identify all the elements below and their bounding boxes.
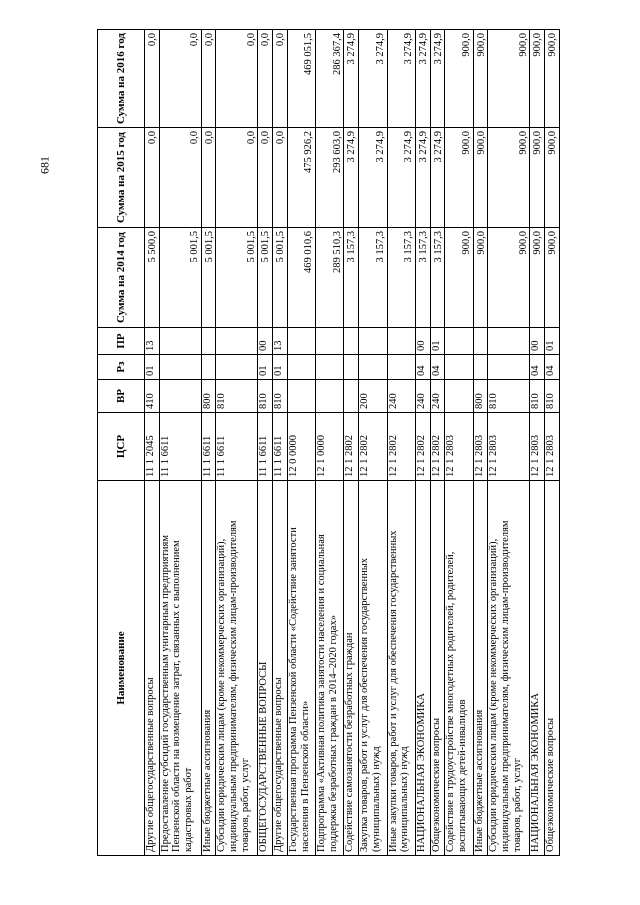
- cell-sum-2015: 3 274,9: [415, 128, 430, 228]
- cell-pr: [488, 328, 530, 355]
- table-row: [201, 30, 216, 856]
- header-sum-2016: Сумма на 2016 год: [98, 30, 145, 128]
- page-number-text: 681: [37, 156, 52, 174]
- cell-name: Общеэкономические вопросы: [430, 481, 445, 856]
- cell-csr: 11 1 2045: [145, 413, 160, 481]
- table-row: [344, 30, 359, 856]
- cell-rz: [488, 355, 530, 380]
- cell-sum-2014: 3 157,3: [359, 228, 387, 328]
- cell-pr: [287, 328, 315, 355]
- cell-sum-2014: 900,0: [445, 228, 473, 328]
- cell-sum-2015: 0,0: [273, 128, 288, 228]
- cell-rz: [359, 355, 387, 380]
- cell-sum-2014: 900,0: [545, 228, 560, 328]
- cell-sum-2016: 900,0: [488, 30, 530, 128]
- cell-vr: [445, 380, 473, 413]
- cell-vr: 800: [473, 380, 488, 413]
- cell-sum-2016: 900,0: [445, 30, 473, 128]
- cell-sum-2015: 900,0: [545, 128, 560, 228]
- cell-sum-2016: 0,0: [273, 30, 288, 128]
- cell-csr: 12 1 2802: [344, 413, 359, 481]
- header-pr: ПР: [98, 328, 145, 355]
- cell-vr: 810: [545, 380, 560, 413]
- cell-rz: [216, 355, 258, 380]
- cell-pr: 13: [273, 328, 288, 355]
- cell-name: Иные закупки товаров, работ и услуг для обеспечения государственных (муниципальных) нужд: [387, 481, 415, 856]
- cell-rz: [159, 355, 201, 380]
- cell-sum-2014: 469 010,6: [287, 228, 315, 328]
- cell-csr: 12 1 2803: [473, 413, 488, 481]
- cell-sum-2016: 469 051,5: [287, 30, 315, 128]
- cell-rz: 01: [145, 355, 160, 380]
- cell-sum-2014: 5 001,5: [258, 228, 273, 328]
- cell-csr: 12 0 0000: [287, 413, 315, 481]
- cell-vr: [159, 380, 201, 413]
- cell-vr: 410: [145, 380, 160, 413]
- cell-rz: [316, 355, 344, 380]
- cell-rz: [473, 355, 488, 380]
- table-row: [216, 30, 258, 856]
- budget-table: [97, 29, 560, 856]
- table-row: [387, 30, 415, 856]
- header-vr: ВР: [98, 380, 145, 413]
- cell-sum-2015: 3 274,9: [387, 128, 415, 228]
- cell-name: Иные бюджетные ассигнования: [201, 481, 216, 856]
- cell-sum-2015: 3 274,9: [344, 128, 359, 228]
- cell-sum-2014: 900,0: [488, 228, 530, 328]
- cell-sum-2014: 3 157,3: [430, 228, 445, 328]
- cell-vr: 810: [216, 380, 258, 413]
- cell-sum-2014: 5 001,5: [273, 228, 288, 328]
- cell-pr: [159, 328, 201, 355]
- cell-pr: [216, 328, 258, 355]
- cell-name: Закупка товаров, работ и услуг для обеспечения государственных (муниципальных) нужд: [359, 481, 387, 856]
- cell-name: Содействие самозанятости безработных граждан: [344, 481, 359, 856]
- cell-sum-2014: 5 001,5: [159, 228, 201, 328]
- cell-sum-2015: 3 274,9: [359, 128, 387, 228]
- cell-vr: [344, 380, 359, 413]
- cell-csr: 11 1 6611: [159, 413, 201, 481]
- cell-name: Иные бюджетные ассигнования: [473, 481, 488, 856]
- cell-vr: [316, 380, 344, 413]
- table-row: [273, 30, 288, 856]
- cell-pr: [201, 328, 216, 355]
- cell-name: Другие общегосударственные вопросы: [273, 481, 288, 856]
- cell-rz: [445, 355, 473, 380]
- budget-table-rotated: [97, 30, 560, 856]
- cell-rz: 04: [415, 355, 430, 380]
- cell-csr: 12 1 2802: [387, 413, 415, 481]
- table-row: [488, 30, 530, 856]
- cell-csr: 12 1 2802: [430, 413, 445, 481]
- cell-pr: [445, 328, 473, 355]
- table-row: [316, 30, 344, 856]
- cell-sum-2014: 3 157,3: [387, 228, 415, 328]
- cell-sum-2015: 3 274,9: [430, 128, 445, 228]
- cell-pr: 00: [258, 328, 273, 355]
- cell-vr: 810: [273, 380, 288, 413]
- header-sum-2015: Сумма на 2015 год: [98, 128, 145, 228]
- cell-sum-2015: 900,0: [473, 128, 488, 228]
- cell-csr: 11 1 6611: [216, 413, 258, 481]
- table-row: [159, 30, 201, 856]
- cell-sum-2014: 289 510,3: [316, 228, 344, 328]
- cell-sum-2016: 0,0: [258, 30, 273, 128]
- cell-csr: 12 1 2803: [445, 413, 473, 481]
- cell-sum-2016: 3 274,9: [387, 30, 415, 128]
- cell-sum-2014: 5 001,5: [201, 228, 216, 328]
- cell-pr: 01: [430, 328, 445, 355]
- cell-vr: 810: [530, 380, 545, 413]
- cell-name: Субсидии юридическим лицам (кроме некоммерческих организаций), индивидуальным предпринимателям, физическим лицам-производителям товаров, работ, услуг: [216, 481, 258, 856]
- cell-vr: 240: [415, 380, 430, 413]
- cell-rz: [344, 355, 359, 380]
- header-csr: ЦСР: [98, 413, 145, 481]
- cell-rz: 01: [258, 355, 273, 380]
- cell-rz: 04: [545, 355, 560, 380]
- table-row: [415, 30, 430, 856]
- cell-pr: [316, 328, 344, 355]
- table-row: [430, 30, 445, 856]
- table-row: [258, 30, 273, 856]
- cell-vr: 240: [387, 380, 415, 413]
- cell-rz: 04: [430, 355, 445, 380]
- cell-sum-2016: 0,0: [201, 30, 216, 128]
- cell-csr: 12 1 0000: [316, 413, 344, 481]
- cell-sum-2016: 3 274,9: [415, 30, 430, 128]
- cell-vr: 200: [359, 380, 387, 413]
- cell-sum-2016: 3 274,9: [344, 30, 359, 128]
- cell-pr: [359, 328, 387, 355]
- cell-sum-2016: 286 367,4: [316, 30, 344, 128]
- budget-table-container: [97, 30, 560, 856]
- cell-csr: 11 1 6611: [258, 413, 273, 481]
- cell-sum-2014: 900,0: [530, 228, 545, 328]
- cell-name: ОБЩЕГОСУДАРСТВЕННЫЕ ВОПРОСЫ: [258, 481, 273, 856]
- cell-vr: 810: [258, 380, 273, 413]
- cell-sum-2016: 3 274,9: [430, 30, 445, 128]
- table-row: [445, 30, 473, 856]
- cell-csr: 12 1 2803: [488, 413, 530, 481]
- cell-pr: [473, 328, 488, 355]
- cell-pr: [387, 328, 415, 355]
- cell-csr: 12 1 2803: [530, 413, 545, 481]
- table-header-row: [98, 30, 145, 856]
- cell-rz: 04: [530, 355, 545, 380]
- cell-sum-2015: 0,0: [145, 128, 160, 228]
- cell-csr: 11 1 6611: [273, 413, 288, 481]
- cell-sum-2015: 900,0: [445, 128, 473, 228]
- cell-pr: [344, 328, 359, 355]
- cell-name: Содействие в трудоустройстве многодетных родителей, родителей, воспитывающих детей-инвалидов: [445, 481, 473, 856]
- cell-sum-2016: 900,0: [473, 30, 488, 128]
- table-body: [145, 30, 560, 856]
- cell-sum-2016: 0,0: [216, 30, 258, 128]
- cell-sum-2015: 475 926,2: [287, 128, 315, 228]
- cell-sum-2016: 0,0: [145, 30, 160, 128]
- cell-sum-2016: 900,0: [530, 30, 545, 128]
- cell-name: Государственная программа Пензенской области «Содействие занятости населения в Пензенской области»: [287, 481, 315, 856]
- table-row: [545, 30, 560, 856]
- table-row: [473, 30, 488, 856]
- cell-sum-2015: 900,0: [488, 128, 530, 228]
- cell-sum-2015: 0,0: [216, 128, 258, 228]
- cell-rz: [287, 355, 315, 380]
- cell-vr: 810: [488, 380, 530, 413]
- cell-sum-2014: 3 157,3: [344, 228, 359, 328]
- cell-name: Общеэкономические вопросы: [545, 481, 560, 856]
- cell-pr: 00: [530, 328, 545, 355]
- table-row: [145, 30, 160, 856]
- cell-sum-2016: 3 274,9: [359, 30, 387, 128]
- cell-sum-2015: 0,0: [201, 128, 216, 228]
- cell-csr: 11 1 6611: [201, 413, 216, 481]
- cell-sum-2014: 5 500,0: [145, 228, 160, 328]
- cell-csr: 12 1 2802: [415, 413, 430, 481]
- cell-vr: 240: [430, 380, 445, 413]
- header-sum-2014: Сумма на 2014 год: [98, 228, 145, 328]
- cell-name: Предоставление субсидий государственным унитарным предприятиям Пензенской области на возмещение затрат, связанных с выполнением кадастровых работ: [159, 481, 201, 856]
- cell-sum-2014: 900,0: [473, 228, 488, 328]
- cell-rz: [201, 355, 216, 380]
- table-row: [530, 30, 545, 856]
- cell-sum-2015: 0,0: [159, 128, 201, 228]
- cell-csr: 12 1 2802: [359, 413, 387, 481]
- cell-sum-2016: 0,0: [159, 30, 201, 128]
- table-row: [359, 30, 387, 856]
- header-rz: Рз: [98, 355, 145, 380]
- table-row: [287, 30, 315, 856]
- cell-sum-2014: 5 001,5: [216, 228, 258, 328]
- cell-vr: [287, 380, 315, 413]
- cell-name: Субсидии юридическим лицам (кроме некоммерческих организаций), индивидуальным предпринимателям, физическим лицам-производителям товаров, работ, услуг: [488, 481, 530, 856]
- page-number: [30, 150, 60, 180]
- cell-sum-2015: 900,0: [530, 128, 545, 228]
- cell-csr: 12 1 2803: [545, 413, 560, 481]
- cell-sum-2015: 293 603,0: [316, 128, 344, 228]
- cell-name: Другие общегосударственные вопросы: [145, 481, 160, 856]
- cell-vr: 800: [201, 380, 216, 413]
- cell-name: Подпрограмма «Активная политика занятости населения и социальная поддержка безработных граждан в 2014–2020 годах»: [316, 481, 344, 856]
- cell-rz: 01: [273, 355, 288, 380]
- cell-sum-2015: 0,0: [258, 128, 273, 228]
- cell-sum-2016: 900,0: [545, 30, 560, 128]
- cell-rz: [387, 355, 415, 380]
- cell-name: НАЦИОНАЛЬНАЯ ЭКОНОМИКА: [415, 481, 430, 856]
- cell-pr: 01: [545, 328, 560, 355]
- cell-pr: 13: [145, 328, 160, 355]
- cell-sum-2014: 3 157,3: [415, 228, 430, 328]
- header-name: Наименование: [98, 481, 145, 856]
- cell-name: НАЦИОНАЛЬНАЯ ЭКОНОМИКА: [530, 481, 545, 856]
- cell-pr: 00: [415, 328, 430, 355]
